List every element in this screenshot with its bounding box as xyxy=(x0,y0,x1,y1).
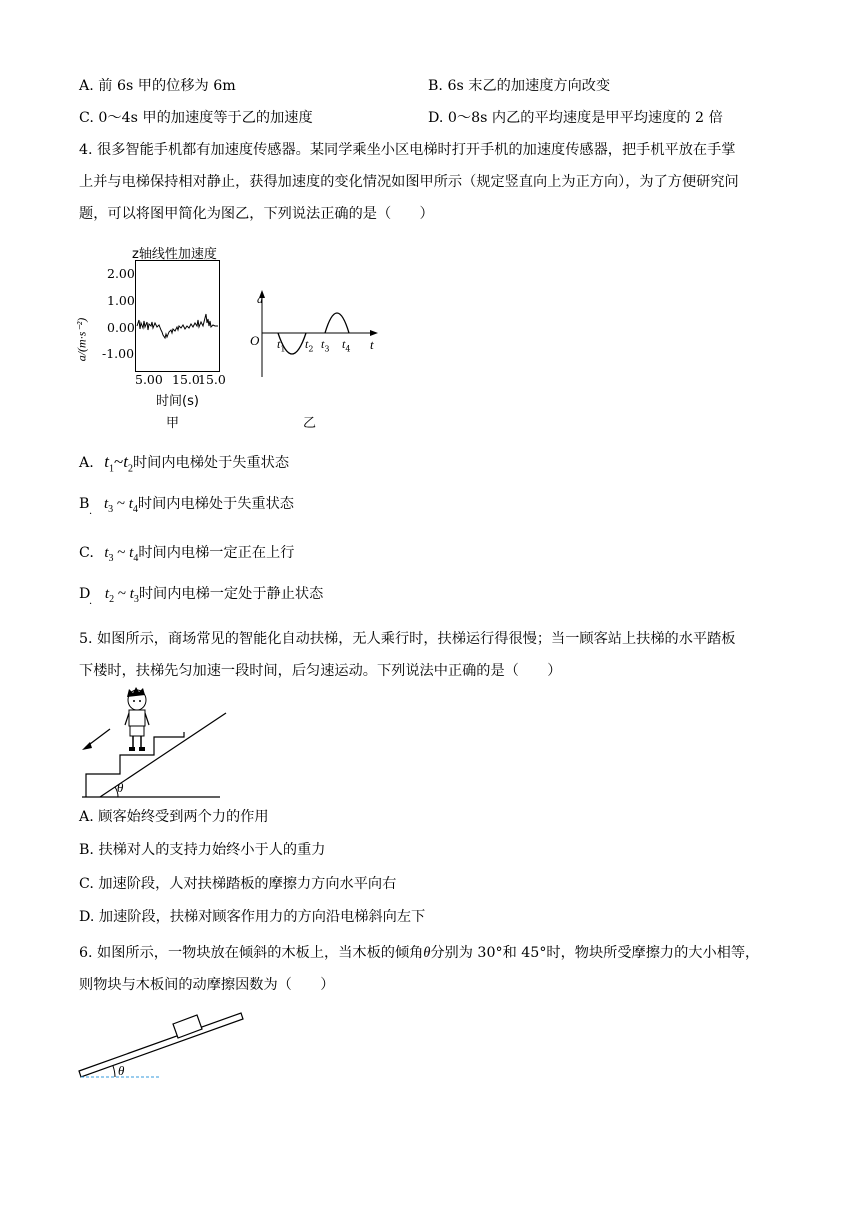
q4-figure-yi xyxy=(245,285,385,430)
fig-yi-origin: O xyxy=(250,333,260,348)
fig-yi-axis-a: a xyxy=(257,292,263,306)
q4-option-d-dot: · xyxy=(89,599,93,610)
fig-jia-plot xyxy=(135,260,220,372)
fig-jia-xtick-3: 15.0 xyxy=(198,372,226,387)
q4-stem-line-3: 题，可以将图甲简化为图乙，下列说法正确的是（ ） xyxy=(79,206,434,222)
q6-incline-figure xyxy=(75,1005,255,1085)
q4-figure-jia xyxy=(74,240,240,431)
fig-yi-t3: $t_3$ xyxy=(321,337,330,354)
fig-jia-ytick-2: 1.00 xyxy=(107,293,135,308)
q5-stem-line-1: 5. 如图所示，商场常见的智能化自动扶梯，无人乘行时，扶梯运行得很慢；当一顾客站上扶梯的水平踏板 xyxy=(79,631,736,647)
fig-yi-plot xyxy=(245,285,385,385)
boy-icon xyxy=(125,687,149,751)
fig-yi-caption: 乙 xyxy=(303,416,317,431)
q5-escalator-figure xyxy=(80,685,240,800)
q5-option-d: D. 加速阶段，扶梯对顾客作用力的方向沿电梯斜向左下 xyxy=(79,909,426,925)
q4-stem-line-1: 4. 很多智能手机都有加速度传感器。某同学乘坐小区电梯时打开手机的加速度传感器，把手机平放在手掌 xyxy=(79,142,736,158)
fig-jia-ytick-1: 2.00 xyxy=(107,266,135,281)
q6-stem-line-1: 6. 如图所示，一物块放在倾斜的木板上，当木板的倾角θ分别为 30°和 45°时，物块所受摩擦力的大小相等， xyxy=(79,945,760,961)
q3-option-d: D. 0～8s 内乙的平均速度是甲平均速度的 2 倍 xyxy=(428,110,723,126)
q4-stem-line-2: 上并与电梯保持相对静止，获得加速度的变化情况如图甲所示（规定竖直向上为正方向），为了方便研究问 xyxy=(79,174,739,190)
fig-jia-caption: 甲 xyxy=(166,416,180,431)
q4-option-b-dot: · xyxy=(89,509,93,520)
fig-yi-t1: $t_1$ xyxy=(277,337,286,354)
fig-jia-xtick-1: 5.00 xyxy=(135,372,163,387)
q3-option-a: A. 前 6s 甲的位移为 6m xyxy=(79,78,236,94)
fig-jia-ytick-4: -1.00 xyxy=(102,346,135,361)
q4-option-d: D $t_2$ ~ $t_3$时间内电梯一定处于静止状态 xyxy=(79,586,324,605)
q4-option-b: B $t_3$ ~ $t_4$时间内电梯处于失重状态 xyxy=(79,496,294,515)
q4-option-a: A. $t_1\sim t_2$时间内电梯处于失重状态 xyxy=(79,452,290,475)
fig-yi-t2: $t_2$ xyxy=(305,337,314,354)
q5-option-b: B. 扶梯对人的支持力始终小于人的重力 xyxy=(79,842,326,858)
fig-jia-ytick-3: 0.00 xyxy=(107,320,135,335)
fig-jia-xlabel: 时间(s) xyxy=(156,394,199,409)
fig-yi-axis-t: t xyxy=(370,337,374,352)
q5-angle-theta: θ xyxy=(117,780,124,795)
q6-stem-line-2: 则物块与木板间的动摩擦因数为（ ） xyxy=(79,977,335,993)
q4-option-c: C. $t_3$ ~ $t_4$时间内电梯一定正在上行 xyxy=(79,545,295,564)
fig-jia-xtick-2: 15.0 xyxy=(172,372,200,387)
q5-option-a: A. 顾客始终受到两个力的作用 xyxy=(79,809,269,825)
q6-angle-theta: θ xyxy=(118,1063,125,1078)
q5-stem-line-2: 下楼时，扶梯先匀加速一段时间，后匀速运动。下列说法中正确的是（ ） xyxy=(79,663,562,679)
q3-option-c: C. 0～4s 甲的加速度等于乙的加速度 xyxy=(79,110,313,126)
q5-option-c: C. 加速阶段，人对扶梯踏板的摩擦力方向水平向右 xyxy=(79,876,397,892)
fig-yi-t4: $t_4$ xyxy=(342,337,351,354)
fig-jia-ylabel: a/(m·s⁻²) xyxy=(74,317,89,362)
q3-option-b: B. 6s 末乙的加速度方向改变 xyxy=(428,78,611,94)
fig-jia-title: z轴线性加速度 xyxy=(132,247,217,262)
